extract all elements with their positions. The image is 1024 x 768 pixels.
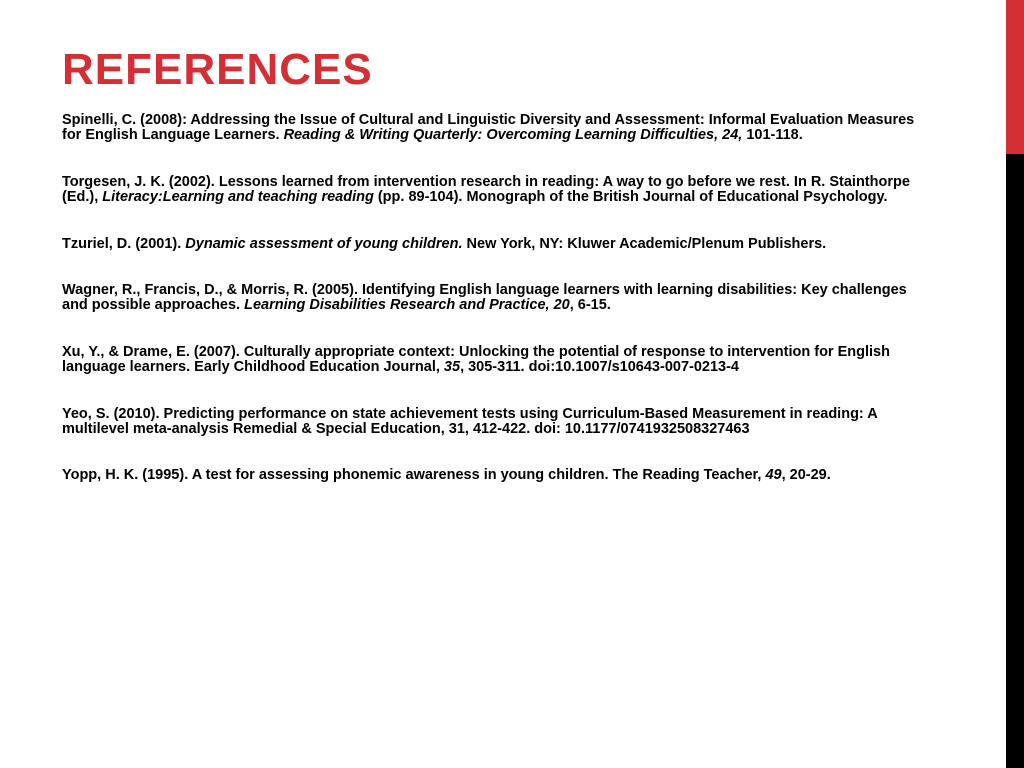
reference-item [62,237,922,252]
reference-text: Wagner, R., Francis, D., & Morris, R. (2005). Identifying English language learners with learning disabilities: Key challenges and possible approaches. [62,282,907,314]
reference-item [62,407,922,438]
reference-italic-text: 49 [765,467,782,484]
reference-text: 101-118. [742,127,803,144]
reference-text: , 6-15. [569,297,611,314]
reference-text: Yopp, H. K. (1995). A test for assessing phonemic awareness in young children. The Reading Teacher, [62,467,766,484]
reference-item [62,283,922,314]
reference-item [62,345,922,376]
slide-title: REFERENCES [62,45,373,94]
reference-text: Xu, Y., & Drame, E. (2007). Culturally appropriate context: Unlocking the potential of response to intervention for English language learners. Early Childhood Education Journal, [62,343,890,376]
reference-item [62,113,922,144]
reference-italic-text: Reading & Writing Quarterly: Overcoming Learning Difficulties, 24, [283,127,743,144]
reference-italic-text: Learning Disabilities Research and Practice, 20 [244,297,570,314]
reference-text: , 305-311. doi:10.1007/s10643-007-0213-4 [460,359,739,376]
accent-bar [1006,0,1024,768]
accent-bar-bottom [1006,154,1024,768]
reference-list [62,113,922,484]
reference-text: New York, NY: Kluwer Academic/Plenum Publishers. [462,235,827,252]
reference-item [62,175,922,206]
reference-italic-text: Literacy:Learning and teaching reading [102,189,374,206]
reference-text: Torgesen, J. K. (2002). Lessons learned from intervention research in reading: A way to go before we rest. In R. Stainthorpe (Ed.), [62,173,910,206]
reference-text: Spinelli, C. (2008): Addressing the Issue of Cultural and Linguistic Diversity and Assessment: Informal Evaluation Measures for English Language Learners. [62,112,915,144]
accent-bar-top [1006,0,1024,154]
reference-italic-text: Dynamic assessment of young children. [185,235,463,252]
reference-text: , 20-29. [781,467,831,484]
reference-text: Yeo, S. (2010). Predicting performance on state achievement tests using Curriculum-Based Measurement in reading: A multilevel meta-analysis Remedial & Special Education, 31, 412-422. doi: 10.1177/0741932508327463 [62,405,878,438]
reference-text: (pp. 89-104). Monograph of the British Journal of Educational Psychology. [373,189,888,206]
reference-italic-text: 35 [443,359,461,376]
reference-text: Tzuriel, D. (2001). [62,235,186,252]
reference-item [62,468,922,483]
